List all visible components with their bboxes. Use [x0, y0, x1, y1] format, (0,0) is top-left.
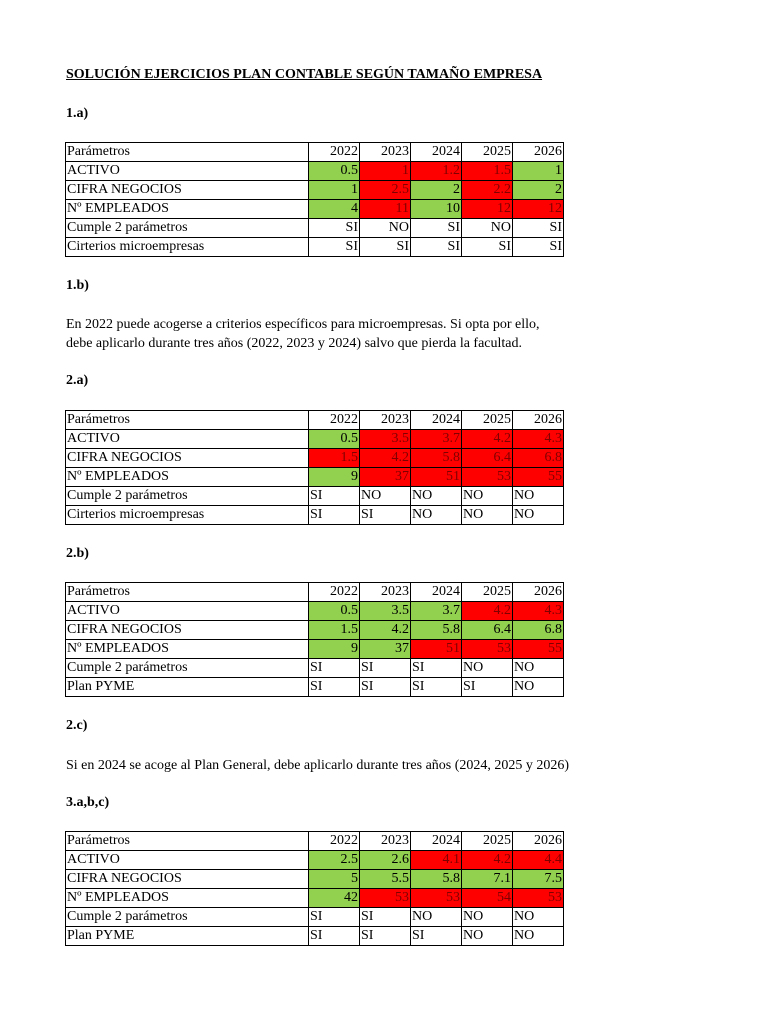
table-cell: 2022 — [309, 143, 360, 162]
table-cell: 5.8 — [411, 449, 462, 468]
table-cell: SI — [360, 506, 411, 525]
table-cell: 11 — [360, 200, 411, 219]
section-heading-1b: 1.b) — [66, 278, 89, 293]
row-label: Nº EMPLEADOS — [66, 200, 309, 219]
table-cell: NO — [513, 506, 564, 525]
table-cell: SI — [513, 238, 564, 257]
table-cell: SI — [360, 678, 411, 697]
table-cell: SI — [309, 219, 360, 238]
table-cell: 0.5 — [309, 602, 360, 621]
table-cell: NO — [462, 659, 513, 678]
table-cell: 53 — [360, 889, 411, 908]
table-cell: 53 — [462, 468, 513, 487]
table-cell: 2 — [513, 181, 564, 200]
table-cell: 4.2 — [462, 430, 513, 449]
table-cell: 4.1 — [411, 851, 462, 870]
table-row — [66, 602, 564, 621]
table-cell: 4.3 — [513, 602, 564, 621]
table-cell: SI — [360, 927, 411, 946]
row-label: Parámetros — [66, 143, 309, 162]
row-label: ACTIVO — [66, 162, 309, 181]
table-cell: 4.4 — [513, 851, 564, 870]
table-cell: SI — [513, 219, 564, 238]
table-cell: 6.8 — [513, 621, 564, 640]
table-cell: SI — [309, 908, 360, 927]
table-row — [66, 181, 564, 200]
table-cell: NO — [462, 908, 513, 927]
table-cell: 2.2 — [462, 181, 513, 200]
section-heading-2c: 2.c) — [66, 718, 88, 733]
document-title: SOLUCIÓN EJERCICIOS PLAN CONTABLE SEGÚN TAMAÑO EMPRESA — [66, 67, 543, 82]
table-1a — [65, 142, 564, 257]
row-label: Cirterios microempresas — [66, 506, 309, 525]
row-label: Cumple 2 parámetros — [66, 487, 309, 506]
table-cell: 2024 — [411, 583, 462, 602]
table-cell: NO — [513, 908, 564, 927]
table-cell: SI — [360, 908, 411, 927]
table-cell: 9 — [309, 468, 360, 487]
table-cell: NO — [462, 219, 513, 238]
table-cell: NO — [513, 659, 564, 678]
table-2a — [65, 410, 564, 525]
table-row — [66, 889, 564, 908]
table-row — [66, 238, 564, 257]
table-cell: 6.8 — [513, 449, 564, 468]
table-cell: SI — [411, 659, 462, 678]
row-label: CIFRA NEGOCIOS — [66, 621, 309, 640]
table-cell: 2026 — [513, 411, 564, 430]
table-row — [66, 449, 564, 468]
table-row — [66, 487, 564, 506]
table-cell: 53 — [462, 640, 513, 659]
row-label: Nº EMPLEADOS — [66, 468, 309, 487]
table-3abc — [65, 831, 564, 946]
table-row — [66, 219, 564, 238]
table-cell: 2024 — [411, 832, 462, 851]
table-cell: 3.7 — [411, 430, 462, 449]
row-label: CIFRA NEGOCIOS — [66, 181, 309, 200]
table-cell: 4.2 — [360, 621, 411, 640]
table-cell: 1.5 — [309, 621, 360, 640]
table-cell: 3.5 — [360, 602, 411, 621]
row-label: Plan PYME — [66, 678, 309, 697]
table-cell: 53 — [411, 889, 462, 908]
row-label: CIFRA NEGOCIOS — [66, 449, 309, 468]
table-cell: 2025 — [462, 411, 513, 430]
table-cell: 3.7 — [411, 602, 462, 621]
table-row — [66, 143, 564, 162]
table-cell: 2025 — [462, 143, 513, 162]
table-cell: 1.2 — [411, 162, 462, 181]
table-cell: NO — [360, 219, 411, 238]
table-cell: 2024 — [411, 411, 462, 430]
table-cell: 2.6 — [360, 851, 411, 870]
table-cell: 37 — [360, 640, 411, 659]
table-row — [66, 621, 564, 640]
table-cell: 0.5 — [309, 162, 360, 181]
table-cell: SI — [309, 678, 360, 697]
table-cell: 1 — [360, 162, 411, 181]
table-cell: 1 — [309, 181, 360, 200]
row-label: CIFRA NEGOCIOS — [66, 870, 309, 889]
table-cell: 2023 — [360, 583, 411, 602]
table-row — [66, 851, 564, 870]
row-label: Parámetros — [66, 832, 309, 851]
table-cell: NO — [411, 506, 462, 525]
table-cell: 1.5 — [462, 162, 513, 181]
table-cell: 51 — [411, 640, 462, 659]
table-cell: 7.1 — [462, 870, 513, 889]
table-row — [66, 583, 564, 602]
row-label: ACTIVO — [66, 602, 309, 621]
table-cell: 2024 — [411, 143, 462, 162]
table-cell: 6.4 — [462, 449, 513, 468]
table-cell: 2.5 — [360, 181, 411, 200]
table-cell: 51 — [411, 468, 462, 487]
row-label: Nº EMPLEADOS — [66, 889, 309, 908]
table-cell: 12 — [513, 200, 564, 219]
section-heading-1a: 1.a) — [66, 106, 89, 121]
table-row — [66, 162, 564, 181]
table-cell: NO — [360, 487, 411, 506]
row-label: Cumple 2 parámetros — [66, 219, 309, 238]
paragraph-2c: Si en 2024 se acoge al Plan General, debe aplicarlo durante tres años (2024, 2025 y 2026) — [66, 758, 570, 773]
table-cell: 2023 — [360, 143, 411, 162]
section-heading-2a: 2.a) — [66, 373, 89, 388]
table-cell: 3.5 — [360, 430, 411, 449]
table-cell: NO — [513, 927, 564, 946]
table-cell: 5 — [309, 870, 360, 889]
table-cell: SI — [309, 927, 360, 946]
table-cell: SI — [309, 238, 360, 257]
table-cell: 5.8 — [411, 870, 462, 889]
table-row — [66, 832, 564, 851]
table-row — [66, 506, 564, 525]
table-cell: SI — [411, 927, 462, 946]
table-cell: 4.3 — [513, 430, 564, 449]
table-cell: SI — [309, 506, 360, 525]
table-cell: 5.5 — [360, 870, 411, 889]
paragraph-1b-line1: En 2022 puede acogerse a criterios específicos para microempresas. Si opta por ello, — [66, 317, 540, 332]
table-cell: 2.5 — [309, 851, 360, 870]
table-cell: 7.5 — [513, 870, 564, 889]
paragraph-1b-line2: debe aplicarlo durante tres años (2022, 2023 y 2024) salvo que pierda la facultad. — [66, 336, 523, 351]
table-cell: NO — [411, 487, 462, 506]
table-cell: 1 — [513, 162, 564, 181]
row-label: ACTIVO — [66, 430, 309, 449]
table-row — [66, 870, 564, 889]
row-label: Parámetros — [66, 583, 309, 602]
table-cell: 54 — [462, 889, 513, 908]
table-cell: SI — [360, 238, 411, 257]
table-cell: 2026 — [513, 583, 564, 602]
table-cell: 2022 — [309, 832, 360, 851]
table-cell: 2023 — [360, 411, 411, 430]
table-cell: 42 — [309, 889, 360, 908]
table-2b — [65, 582, 564, 697]
table-cell: SI — [411, 219, 462, 238]
row-label: Nº EMPLEADOS — [66, 640, 309, 659]
paragraph-1b — [66, 315, 626, 353]
section-heading-3: 3.a,b,c) — [66, 795, 110, 810]
table-cell: 4.2 — [462, 851, 513, 870]
table-cell: 2022 — [309, 583, 360, 602]
table-cell: NO — [411, 908, 462, 927]
table-cell: SI — [309, 659, 360, 678]
table-cell: 55 — [513, 468, 564, 487]
table-row — [66, 908, 564, 927]
table-cell: SI — [309, 487, 360, 506]
table-row — [66, 468, 564, 487]
table-row — [66, 200, 564, 219]
table-cell: NO — [462, 506, 513, 525]
table-cell: 2023 — [360, 832, 411, 851]
table-cell: NO — [513, 678, 564, 697]
table-cell: 2025 — [462, 832, 513, 851]
row-label: Parámetros — [66, 411, 309, 430]
table-row — [66, 659, 564, 678]
table-cell: 4.2 — [360, 449, 411, 468]
table-cell: 5.8 — [411, 621, 462, 640]
table-cell: NO — [462, 487, 513, 506]
row-label: Plan PYME — [66, 927, 309, 946]
table-cell: 2 — [411, 181, 462, 200]
table-cell: 2022 — [309, 411, 360, 430]
table-cell: SI — [462, 678, 513, 697]
table-cell: 4 — [309, 200, 360, 219]
table-cell: SI — [462, 238, 513, 257]
table-cell: 12 — [462, 200, 513, 219]
row-label: Cumple 2 parámetros — [66, 659, 309, 678]
table-cell: SI — [360, 659, 411, 678]
table-cell: 4.2 — [462, 602, 513, 621]
table-cell: SI — [411, 238, 462, 257]
table-row — [66, 678, 564, 697]
table-cell: 55 — [513, 640, 564, 659]
table-cell: 37 — [360, 468, 411, 487]
table-cell: 1.5 — [309, 449, 360, 468]
table-cell: 6.4 — [462, 621, 513, 640]
table-cell: NO — [513, 487, 564, 506]
row-label: Cirterios microempresas — [66, 238, 309, 257]
table-row — [66, 927, 564, 946]
table-cell: SI — [411, 678, 462, 697]
table-cell: 2026 — [513, 143, 564, 162]
table-cell: 10 — [411, 200, 462, 219]
table-row — [66, 411, 564, 430]
row-label: ACTIVO — [66, 851, 309, 870]
table-row — [66, 430, 564, 449]
section-heading-2b: 2.b) — [66, 546, 89, 561]
table-cell: 2026 — [513, 832, 564, 851]
table-cell: NO — [462, 927, 513, 946]
row-label: Cumple 2 parámetros — [66, 908, 309, 927]
table-cell: 53 — [513, 889, 564, 908]
table-cell: 9 — [309, 640, 360, 659]
table-cell: 0.5 — [309, 430, 360, 449]
table-row — [66, 640, 564, 659]
table-cell: 2025 — [462, 583, 513, 602]
